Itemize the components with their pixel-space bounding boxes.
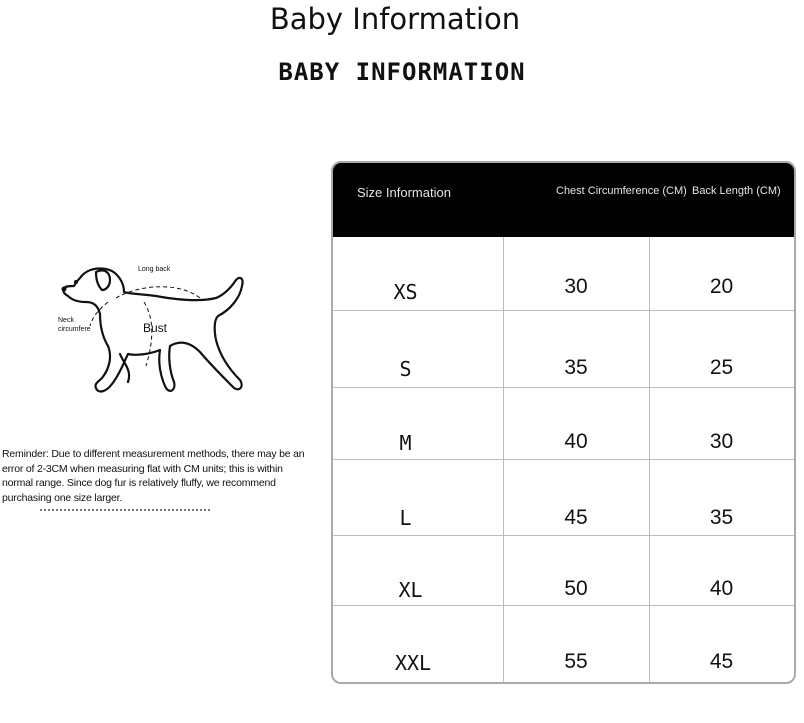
table-row-size: M (399, 431, 412, 455)
table-row-back: 35 (709, 506, 734, 529)
header-back-length: Back Length (CM) (692, 185, 781, 197)
header-size-information: Size Information (357, 185, 451, 200)
table-row-size: L (399, 506, 412, 530)
table-row-back: 25 (709, 356, 734, 379)
row-divider (333, 459, 794, 460)
table-row-chest: 30 (564, 275, 588, 298)
table-row-size: XL (398, 578, 423, 602)
table-row-chest: 35 (564, 356, 588, 379)
size-chart-table (331, 161, 796, 684)
table-row-chest: 40 (564, 430, 588, 453)
table-row-back: 40 (709, 577, 734, 600)
page-subtitle: BABY INFORMATION (278, 58, 526, 86)
table-row-size: S (399, 357, 412, 381)
row-divider (333, 387, 794, 388)
label-bust: Bust (143, 321, 168, 335)
row-divider (333, 310, 794, 311)
label-long-back: Long back (138, 266, 171, 273)
table-row-size: XXL (394, 651, 432, 675)
table-row-size: XS (393, 280, 418, 304)
page-title: Baby Information (269, 2, 521, 36)
table-row-chest: 45 (564, 506, 588, 529)
table-row-back: 20 (709, 275, 734, 298)
table-row-chest: 50 (564, 577, 588, 600)
header-chest-circumference: Chest Circumference (CM) (556, 185, 687, 197)
row-divider (333, 605, 794, 606)
table-row-back: 30 (709, 430, 734, 453)
row-divider (333, 535, 794, 536)
table-row-back: 45 (709, 650, 734, 673)
cropped-text-line (40, 509, 210, 514)
table-row-chest: 55 (564, 650, 588, 673)
label-neck-circumference: Neck circumfere (58, 317, 91, 333)
table-header-row (333, 163, 794, 237)
reminder-note: Reminder: Due to different measurement methods, there may be an error of 2-3CM when measuring flat with CM units; this is within normal range. Since dog fur is relatively fluffy, we recommend purchasing one size larger. (2, 448, 305, 504)
